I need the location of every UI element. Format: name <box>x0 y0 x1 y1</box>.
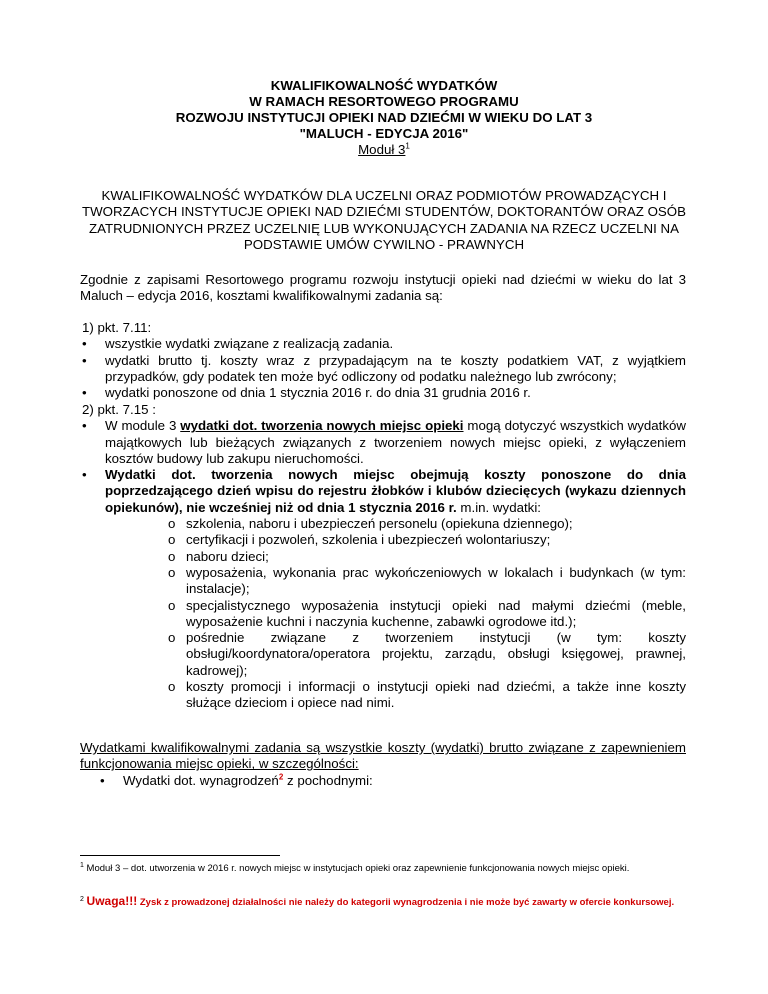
footnote-1-mark: 1 <box>80 861 84 869</box>
list-item-bold: Wydatki dot. tworzenia nowych miejsc obejmują koszty ponoszone do dnia poprzedzającego dzień wpisu do rejestru żłobków i klubów dziecięcych (wykazu dziennych opiekunów), nie wcześniej niż od dnia 1 stycznia 2016 r. <box>105 467 686 515</box>
sub-list-item <box>80 598 686 631</box>
footnote-ref-1[interactable]: 1 <box>405 141 410 151</box>
sub-list-item-text: specjalistycznego wyposażenia instytucji opieki nad małymi dziećmi (meble, wyposażenie kuchni i naczynia kuchenne, zabawki ogrodowe itd.); <box>186 597 686 629</box>
sub-list-item <box>80 679 686 712</box>
bullet-icon: • <box>82 352 87 368</box>
list-item-text: wydatki ponoszone od dnia 1 stycznia 2016 r. do dnia 31 grudnia 2016 r. <box>105 385 531 401</box>
list-item-text: wydatki brutto tj. koszty wraz z przypadającym na te koszty podatkiem VAT, z wyjątkiem przypadków, gdy podatek ten może być odliczony od podatku należnego lub zwrócony; <box>105 352 686 384</box>
sub-list-item-text: wyposażenia, wykonania prac wykończeniowych w lokalach i budynkach (w tym: instalacje); <box>186 564 686 597</box>
circle-bullet-icon: o <box>168 597 176 613</box>
sub-list-item <box>80 549 686 565</box>
list-item <box>80 336 686 352</box>
document-title <box>80 78 688 158</box>
sub-list-item <box>80 532 686 548</box>
module-label <box>80 142 688 158</box>
bullet-icon: • <box>82 385 87 401</box>
circle-bullet-icon: o <box>168 548 176 564</box>
circle-bullet-icon: o <box>168 516 176 532</box>
sub-list-item <box>80 565 686 598</box>
list-item <box>80 773 686 789</box>
bullet-icon: • <box>100 772 105 788</box>
circle-bullet-icon: o <box>168 630 176 646</box>
list-item <box>80 418 686 467</box>
bullet-icon: • <box>82 467 87 483</box>
footnote-divider <box>80 855 280 856</box>
list-item-text: Wydatki dot. wynagrodzeń <box>123 772 279 788</box>
footnote-1 <box>80 862 686 875</box>
footnote-2-mark: 2 <box>80 895 84 903</box>
list-item-text-c: mogą dotyczyć wszystkich wydatków majątkowych lub bieżących związanych z tworzeniem nowych miejsc opieki, z wyłączeniem kosztów budowy lub zakupu nieruchomości. <box>105 418 687 466</box>
sub-list-item-text: pośrednie związane z tworzeniem instytucji (w tym: koszty obsługi/koordynatora/operatora projektu, zarządu, obsługi księgowej, prawnej, kadrowej); <box>186 630 686 678</box>
list-item-text-a: W module 3 <box>105 418 181 434</box>
section-7-11-heading: 1) pkt. 7.11: <box>82 320 152 335</box>
list-item-text: wszystkie wydatki związane z realizacją zadania. <box>105 336 394 352</box>
eligible-costs-heading: Wydatkami kwalifikowalnymi zadania są wszystkie koszty (wydatki) brutto związane z zapewnieniem funkcjonowania miejsc opieki, w szczególności: <box>80 740 686 772</box>
sub-list-item-text: szkolenia, naboru i ubezpieczeń personelu (opiekuna dziennego); <box>186 516 573 532</box>
circle-bullet-icon: o <box>168 532 176 548</box>
module-text: Moduł 3 <box>358 142 406 157</box>
sub-list-item-text: certyfikacji i pozwoleń, szkolenia i ubezpieczeń wolontariuszy; <box>186 532 551 548</box>
intro-paragraph: Zgodnie z zapisami Resortowego programu rozwoju instytucji opieki nad dziećmi w wieku do lat 3 Maluch – edycja 2016, kosztami kwalifikowalnymi zadania są: <box>80 272 686 304</box>
document-subtitle: KWALIFIKOWALNOŚĆ WYDATKÓW DLA UCZELNI ORAZ PODMIOTÓW PROWADZĄCYCH I TWORZACYCH INSTYTUCJE OPIEKI NAD DZIEĆMI STUDENTÓW, DOKTORANTÓW ORAZ OSÓB ZATRUDNIONYCH PRZEZ UCZELNIĘ LUB WYKONUJĄCYCH ZADANIA NA RZECZ UCZELNI NA PODSTAWIE UMÓW CYWILNO - PRAWNYCH <box>81 188 687 252</box>
sub-list-item-text: naboru dzieci; <box>186 548 269 564</box>
footnote-ref-2[interactable]: 2 <box>278 772 284 782</box>
list-item-emphasis: wydatki dot. tworzenia nowych miejsc opieki <box>180 418 464 434</box>
sub-list-item <box>80 516 686 532</box>
footnote-2-warning: Uwaga!!! <box>86 894 138 908</box>
footnote-2 <box>80 895 686 909</box>
list-item-rest: z pochodnymi: <box>283 772 373 788</box>
circle-bullet-icon: o <box>168 679 176 695</box>
title-line-2: W RAMACH RESORTOWEGO PROGRAMU <box>249 94 519 109</box>
eligible-costs-section <box>80 740 686 789</box>
circle-bullet-icon: o <box>168 564 176 580</box>
title-line-1: KWALIFIKOWALNOŚĆ WYDATKÓW <box>270 78 498 93</box>
list-item <box>80 385 686 401</box>
footnote-2-body <box>86 894 675 908</box>
sub-list-item-text: koszty promocji i informacji o instytucji opieki nad dziećmi, a także inne koszty służące dzieciom i opiece nad nimi. <box>186 679 686 711</box>
list-item <box>80 467 686 516</box>
section-7-15 <box>80 402 686 712</box>
bullet-icon: • <box>82 418 87 434</box>
footnote-2-text: Zysk z prowadzonej działalności nie należy do kategorii wynagrodzenia i nie może być zawarty w ofercie konkursowej. <box>137 897 675 908</box>
title-line-4: "MALUCH - EDYCJA 2016" <box>299 126 469 141</box>
section-7-11 <box>80 320 686 401</box>
bullet-icon: • <box>82 336 87 352</box>
footnote-1-text: Moduł 3 – dot. utworzenia w 2016 r. nowych miejsc w instytucjach opieki oraz zapewnienie funkcjonowania nowych miejsc opieki. <box>83 863 630 874</box>
list-item <box>80 353 686 386</box>
list-item-rest: m.in. wydatki: <box>456 499 541 515</box>
section-7-15-heading: 2) pkt. 7.15 : <box>82 402 156 417</box>
title-line-3: ROZWOJU INSTYTUCJI OPIEKI NAD DZIEĆMI W WIEKU DO LAT 3 <box>175 110 593 125</box>
sub-list-item <box>80 630 686 679</box>
